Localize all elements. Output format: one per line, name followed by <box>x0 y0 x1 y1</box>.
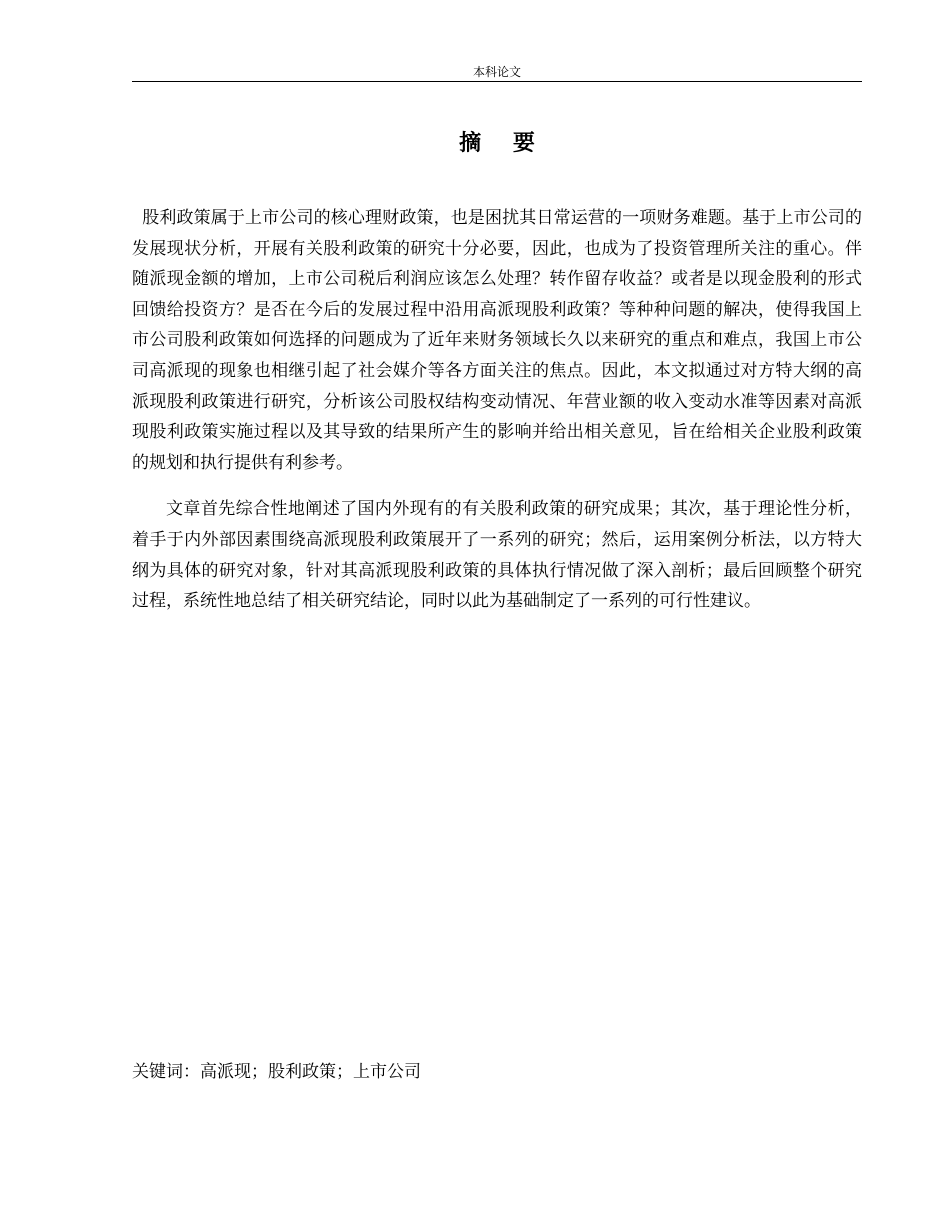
abstract-paragraph-2: 文章首先综合性地阐述了国内外现有的有关股利政策的研究成果；其次，基于理论性分析，着手于内外部因素围绕高派现股利政策展开了一系列的研究；然后，运用案例分析法，以方特大纲为具体的研究对象，针对其高派现股利政策的具体执行情况做了深入剖析；最后回顾整个研究过程，系统性地总结了相关研究结论，同时以此为基础制定了一系列的可行性建议。 <box>132 499 862 612</box>
header-rule <box>132 81 862 82</box>
keywords-line: 关键词：高派现；股利政策；上市公司 <box>132 1062 421 1082</box>
abstract-paragraph-1: 股利政策属于上市公司的核心理财政策，也是困扰其日常运营的一项财务难题。基于上市公司的发展现状分析，开展有关股利政策的研究十分必要，因此，也成为了投资管理所关注的重心。伴随派现金额的增加，上市公司税后利润应该怎么处理？转作留存收益？或者是以现金股利的形式回馈给投资方？是否在今后的发展过程中沿用高派现股利政策？等种种问题的解决，使得我国上市公司股利政策如何选择的问题成为了近年来财务领域长久以来研究的重点和难点，我国上市公司高派现的现象也相继引起了社会媒介等各方面关注的焦点。因此，本文拟通过对方特大纲的高派现股利政策进行研究，分析该公司股权结构变动情况、年营业额的收入变动水准等因素对高派现股利政策实施过程以及其导致的结果所产生的影响并给出相关意见，旨在给相关企业股利政策的规划和执行提供有利参考。 <box>132 208 862 473</box>
abstract-body <box>132 203 862 617</box>
abstract-title: 摘 要 <box>459 130 547 156</box>
running-header: 本科论文 <box>472 65 521 79</box>
